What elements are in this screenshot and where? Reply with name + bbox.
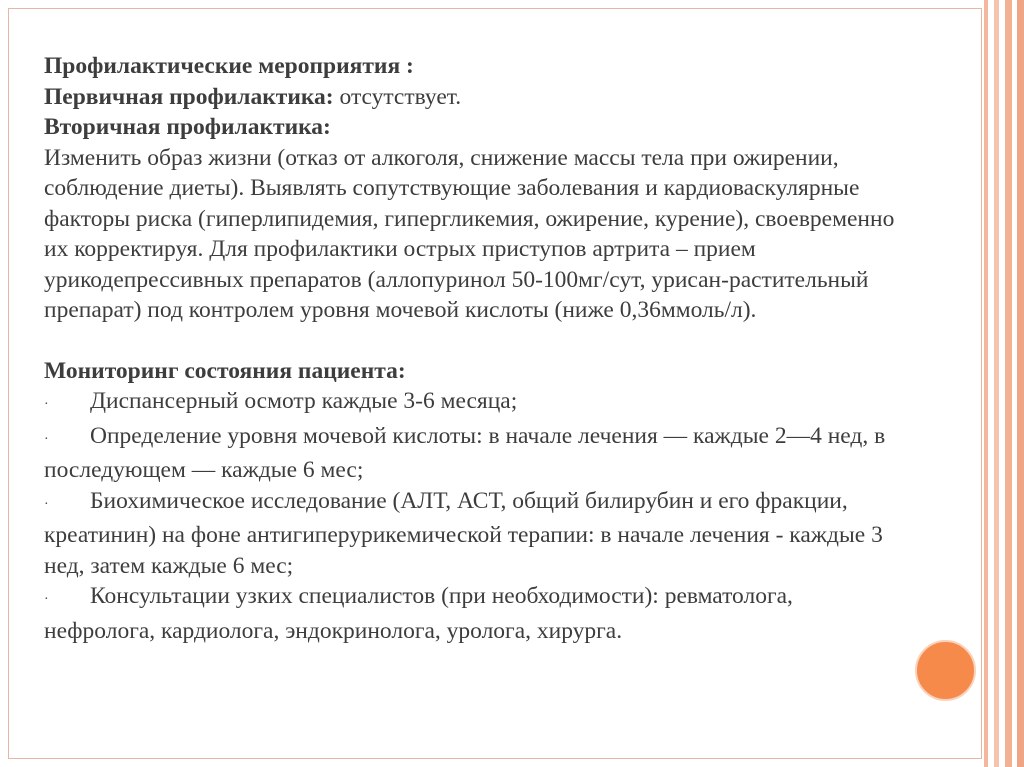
monitoring-item-continuation: последующем — каждые 6 мес;	[44, 457, 364, 483]
secondary-prevention-text	[44, 143, 979, 326]
monitoring-item	[44, 486, 979, 582]
stripe	[994, 0, 999, 767]
monitoring-item-continuation: нефролога, кардиолога, эндокринолога, уролога, хирурга.	[44, 617, 623, 644]
bullet-icon: ·	[44, 592, 49, 607]
monitoring-item-text: Определение уровня мочевой кислоты: в начале лечения — каждые 2—4 нед, в	[90, 422, 886, 449]
secondary-text-line: урикодепрессивных препаратов (аллопуринол 50-100мг/сут, урисан-растительный	[44, 266, 869, 293]
monitoring-item-continuation: нед, затем каждые 6 мес;	[44, 552, 294, 579]
monitoring-item-text: Консультации узких специалистов (при необходимости): ревматолога,	[90, 583, 793, 609]
secondary-text-line: их корректируя. Для профилактики острых приступов артрита – прием	[44, 236, 756, 262]
monitoring-title: Мониторинг состояния пациента:	[44, 357, 406, 384]
monitoring-item-first-line	[44, 581, 979, 616]
stripe	[1017, 0, 1024, 767]
monitoring-item	[44, 421, 979, 486]
monitoring-item-text: Диспансерный осмотр каждые 3-6 месяца;	[90, 388, 518, 414]
bullet-icon: ·	[44, 431, 49, 447]
monitoring-item-continuation: креатинин) на фоне антигиперурикемической терапии: в начале лечения - каждые 3	[44, 522, 883, 548]
secondary-text-line: Изменить образ жизни (отказ от алкоголя, снижение массы тела при ожирении,	[44, 144, 839, 171]
monitoring-item-first-line	[44, 386, 979, 421]
primary-prevention-value: отсутствует.	[333, 83, 462, 110]
section-gap	[44, 326, 979, 356]
bullet-icon: ·	[44, 397, 49, 412]
monitoring-item-text: Биохимическое исследование (АЛТ, АСТ, общий билирубин и его фракции,	[90, 487, 848, 514]
primary-prevention	[44, 82, 979, 113]
primary-prevention-label: Первичная профилактика:	[44, 83, 334, 110]
secondary-text-line: соблюдение диеты). Выявлять сопутствующие заболевания и кардиоваскулярные	[44, 175, 860, 201]
orange-circle-decoration	[915, 640, 976, 701]
stripe	[984, 0, 988, 767]
bullet-icon: ·	[44, 496, 49, 512]
slide-content	[44, 51, 979, 646]
secondary-prevention-label: Вторичная профилактика:	[44, 114, 331, 140]
secondary-text-line: препарат) под контролем уровня мочевой кислоты (ниже 0,36ммоль/л).	[44, 297, 757, 323]
monitoring-list	[44, 386, 979, 646]
monitoring-item	[44, 581, 979, 646]
monitoring-item	[44, 386, 979, 421]
stripe	[1005, 0, 1012, 767]
monitoring-item-first-line	[44, 421, 979, 456]
monitoring-item-first-line	[44, 486, 979, 521]
decorative-stripes	[984, 0, 1024, 767]
slide-title: Профилактические мероприятия :	[44, 53, 414, 79]
secondary-text-line: факторы риска (гиперлипидемия, гипергликемия, ожирение, курение), своевременно	[44, 205, 895, 232]
